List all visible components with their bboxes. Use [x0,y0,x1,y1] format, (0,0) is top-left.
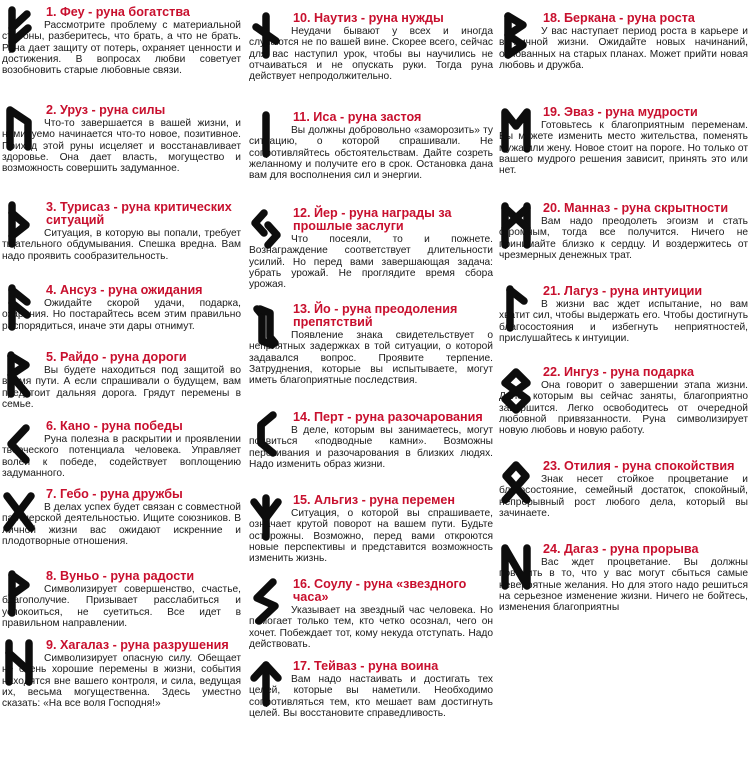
rune-description: Вас ждет процветание. Вы должны поверить в то, что у вас могут сбыться самые невероятные желания. Но для этого надо решиться на серьезное изменение жизни. Ничего не бойтесь, изменения благоприятны [499,557,748,614]
rune-title: 7. Гебо - руна дружбы [46,487,183,501]
wunjo-rune-icon [2,570,36,616]
inguz-rune-icon [499,366,533,412]
rune-description: Неудачи бывают у всех и иногда случаются не по вашей вине. Скорее всего, сейчас для вас наступил урок, чтобы вы научились не отчаиваться и не опускать руки. Тогда руна действует непродолжительно. [249,26,493,83]
rune-title: 1. Феу - руна богатства [46,5,190,19]
raido-rune-icon [2,351,36,397]
rune-description: В деле, которым вы занимаетесь, могут появиться «подводные камни». Возможны перекивания и разочарования в близких людях. Надо изменить образ жизни. [249,425,493,470]
rune-entry-10 [247,12,495,82]
berkana-rune-icon [499,12,533,58]
hagalaz-rune-icon [2,639,36,685]
rune-entry-18 [497,12,750,71]
dagaz-rune-icon [499,543,533,589]
rune-entry-15 [247,494,495,564]
rune-title: 8. Вуньо - руна радости [46,569,195,583]
rune-title: 6. Кано - руна победы [46,419,183,433]
rune-title: 17. Тейваз - руна воина [293,659,439,673]
rune-entry-20 [497,202,750,261]
isa-rune-icon [249,111,283,157]
rune-entry-6 [0,420,243,479]
rune-entry-11 [247,111,495,181]
rune-entry-17 [247,660,495,719]
thurisaz-rune-icon [2,201,36,247]
rune-title: 9. Хагалаз - руна разрушения [46,638,229,652]
rune-description: Вам надо преодолеть эгоизм и стать скромным, тогда все получится. Ничего не принимайте близко к сердцу. И воздержитесь от чрезмерных денежных трат. [499,216,748,261]
rune-entry-7 [0,488,243,547]
nauthiz-rune-icon [249,12,283,58]
ansuz-rune-icon [2,284,36,330]
rune-description: Ситуация, о которой вы спрашиваете, означает крутой поворот на вашем пути. Будьте осторожны. Возможно, перед вами откроются новые перспективы и представится возможность изменить жизнь. [249,508,493,565]
rune-title: 18. Беркана - руна роста [543,11,695,25]
rune-entry-3 [0,201,243,262]
rune-entry-13 [247,303,495,386]
rune-description: Символизирует опасную силу. Обещает не очень хорошие перемены в жизни, события находятся вне вашего контроля, и сила, ведущая их, весьма могущественна. Здесь уместно сказать: «На все воля Господня!» [2,653,241,710]
rune-title: 14. Перт - руна разочарования [293,410,483,424]
rune-title: 2. Уруз - руна силы [46,103,166,117]
rune-entry-19 [497,106,750,176]
rune-description: Знак несет стойкое процветание и благосостояние, семейный достаток, спокойный, непрерывный рост любого дела, который вы зачинаете. [499,474,748,519]
gebo-rune-icon [2,488,36,534]
kano-rune-icon [2,420,36,466]
eihwaz-rune-icon [249,303,283,349]
rune-entry-24 [497,543,750,613]
rune-title: 13. Йо - руна преодоления препятствий [293,302,458,329]
rune-description: Ситуация, в которую вы попали, требует тщательного обдумывания. Спешка вредна. Вам надо проявить сообразительность. [2,228,241,262]
rune-description: Что посеяли, то и пожнете. Вознаграждение соответствует длительности усилий. Но перед вами завершающая задача: убрать урожай. Не проглядите время сбора урожая. [249,234,493,291]
tiwaz-rune-icon [249,660,283,706]
othala-rune-icon [499,460,533,506]
algiz-rune-icon [249,494,283,540]
rune-title: 24. Дагаз - руна прорыва [543,542,699,556]
rune-title: 21. Лагуз - руна интуиции [543,284,703,298]
rune-title: 22. Ингуз - руна подарка [543,365,694,379]
rune-entry-21 [497,285,750,344]
rune-title: 5. Райдо - руна дороги [46,350,187,364]
fehu-rune-icon [2,6,36,52]
rune-title: 19. Эваз - руна мудрости [543,105,698,119]
rune-description: Вы должны добровольно «заморозить» ту ситуацию, о которой спрашивали. Не сопротивляйтесь обстоятельствам. Дайте созреть желанному и получите его в срок. Остановка дана вам для восполнения сил и энергии. [249,125,493,182]
perthro-rune-icon [249,411,283,457]
rune-description: Готовьтесь к благоприятным переменам. Вы можете изменить место жительства, поменять мужа или жену. Новое стоит на пороге. Но только от вашего мудрого решения зависит, принять это или нет. [499,120,748,177]
rune-title: 16. Соулу - руна «звездного часа» [293,577,467,604]
rune-entry-16 [247,578,495,650]
rune-entry-12 [247,207,495,290]
rune-description: У вас наступает период роста в карьере и в личной жизни. Ожидайте новых начинаний, основанных на старых планах. Может прийти новая любовь и дружба. [499,26,748,71]
rune-entry-9 [0,639,243,709]
rune-entry-8 [0,570,243,629]
mannaz-rune-icon [499,202,533,248]
laguz-rune-icon [499,285,533,331]
rune-description: Указывает на звездный час человека. Но помогает только тем, кто четко осознал, чего он хочет. Побеждает тот, кому некуда отступать. Надо действовать. [249,605,493,650]
rune-description: Руна полезна в раскрытии и проявлении творческого потенциала человека. Управляет волей к победе, содействует воплощению задуманного. [2,434,241,479]
rune-entry-5 [0,351,243,410]
rune-title: 10. Наутиз - руна нужды [293,11,444,25]
rune-description: Что-то завершается в вашей жизни, и неминуемо начинается что-то новое, позитивное. Приход этой руны исцеляет и восстанавливает здоровье. Она дает власть, могущество и возможность совершить задуманное. [2,118,241,175]
rune-entry-23 [497,460,750,519]
rune-description: Ожидайте скорой удачи, подарка, озарения. Но постарайтесь всем этим правильно распорядиться, иначе эти дары отнимут. [2,298,241,332]
rune-title: 3. Турисаз - руна критических ситуаций [46,200,232,227]
rune-title: 15. Альгиз - руна перемен [293,493,455,507]
rune-description: Рассмотрите проблему с материальной стороны, разберитесь, что брать, а что не брать. Руна дает защиту от потерь, охраняет ценности и достижения. В вопросах любви советует возобновить старые любовные связи. [2,20,241,77]
rune-entry-1 [0,6,243,76]
rune-description: В жизни вас ждет испытание, но вам хватит сил, чтобы выдержать его. Чтобы достигнуть благосостояния и избегнуть неприятностей, прислушайтесь к интуиции. [499,299,748,344]
rune-entry-4 [0,284,243,332]
rune-description: Вам надо настаивать и достигать тех целей, которые вы наметили. Необходимо сопротивляться тем, кто мешает вам достигнуть целей. Вы восстановите справедливость. [249,674,493,719]
rune-title: 11. Иса - руна застоя [293,110,422,124]
uruz-rune-icon [2,104,36,150]
rune-title: 20. Манназ - руна скрытности [543,201,729,215]
rune-description: Появление знака свидетельствует о неприятных задержках в той ситуации, о которой задавался вопрос. Проявите терпение. Затруднения, которые вы испытываете, могут иметь благоприятные последствия. [249,330,493,387]
rune-description: Вы будете находиться под защитой во время пути. А если спрашивали о будущем, вам предстоит дальняя дорога. Грядут перемены в семье. [2,365,241,410]
rune-title: 23. Отилия - руна спокойствия [543,459,735,473]
rune-title: 12. Йер - руна награды за прошлые заслуги [293,206,452,233]
rune-title: 4. Ансуз - руна ожидания [46,283,203,297]
rune-description: Она говорит о завершении этапа жизни. Дело, которым вы сейчас заняты, благоприятно завершится. Легко освободитесь от очередной любовной привязанности. Руна символизирует новую любовь и новую работу. [499,380,748,437]
rune-entry-14 [247,411,495,470]
ehwaz-rune-icon [499,106,533,152]
jera-rune-icon [249,207,283,253]
sowilo-rune-icon [249,578,283,624]
rune-entry-2 [0,104,243,174]
rune-description: В делах успех будет связан с совместной партнерской деятельностью. Ищите союзников. В личной жизни вас ожидают искренние и плодотворные отношения. [2,502,241,547]
rune-description: Символизирует совершенство, счастье, благополучие. Призывает расслабиться и успокоиться, не суетиться. Все идет в правильном направлении. [2,584,241,629]
rune-entry-22 [497,366,750,436]
